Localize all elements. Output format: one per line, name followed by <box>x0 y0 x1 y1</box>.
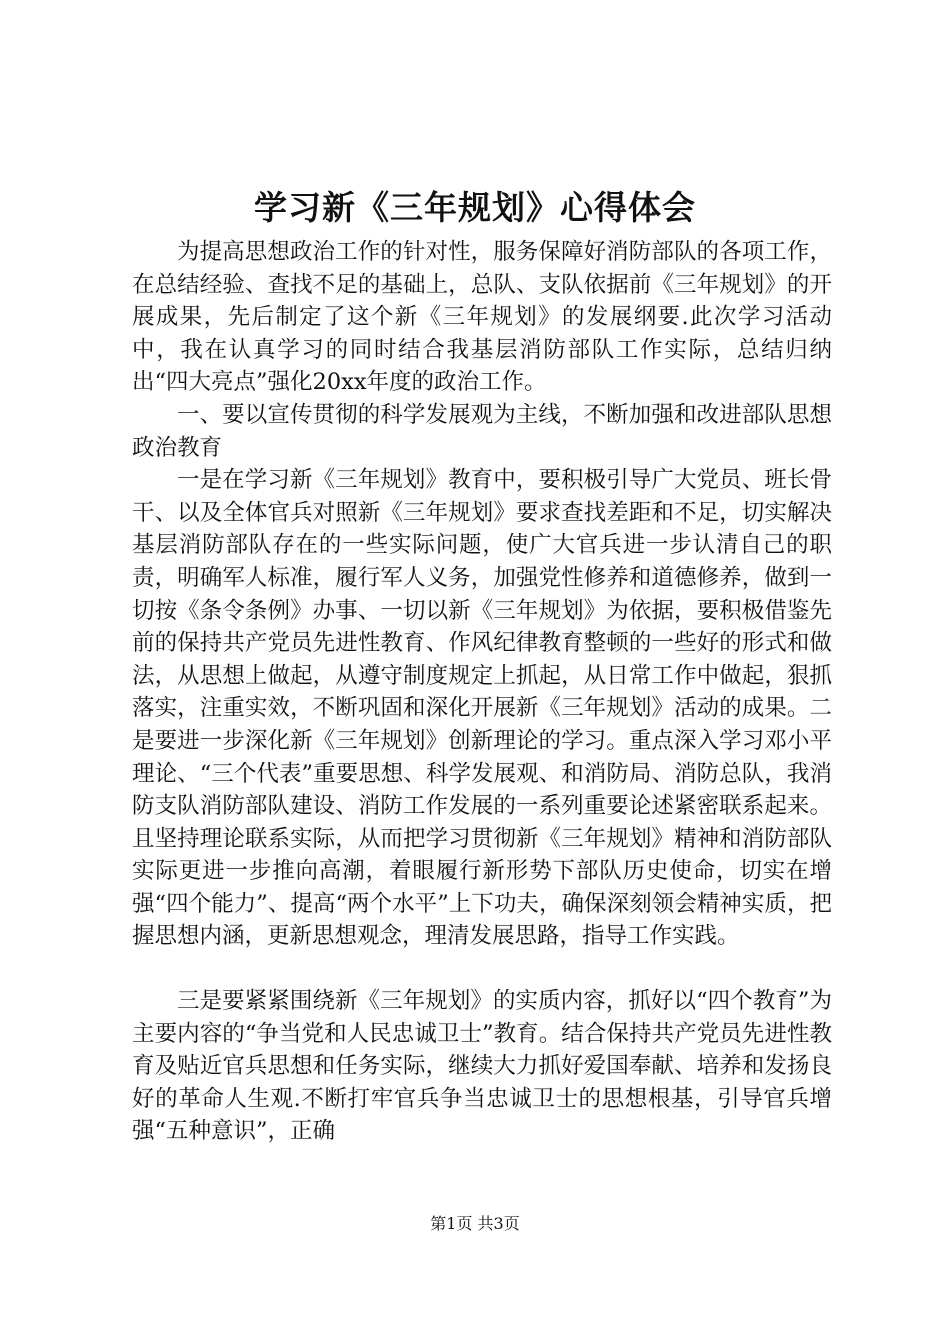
page-number: 第1页 共3页 <box>430 1214 520 1233</box>
paragraph-first-second-points: 一是在学习新《三年规划》教育中，要积极引导广大党员、班长骨干、以及全体官兵对照新《三年规划》要求查找差距和不足，切实解决基层消防部队存在的一些实际问题，使广大官兵进一步认清自己的职责，明确军人标准，履行军人义务，加强党性修养和道德修养，做到一切按《条令条例》办事、一切以新《三年规划》为依据，要积极借鉴先前的保持共产党员先进性教育、作风纪律教育整顿的一些好的形式和做法，从思想上做起，从遵守制度规定上抓起，从日常工作中做起，狠抓落实，注重实效，不断巩固和深化开展新《三年规划》活动的成果。二是要进一步深化新《三年规划》创新理论的学习。重点深入学习邓小平理论、“三个代表”重要思想、科学发展观、和消防局、消防总队，我消防支队消防部队建设、消防工作发展的一系列重要论述紧密联系起来。且坚持理论联系实际，从而把学习贯彻新《三年规划》精神和消防部队实际更进一步推向高潮，着眼履行新形势下部队历史使命，切实在增强“四个能力”、提高“两个水平”上下功夫，确保深刻领会精神实质，把握思想内涵，更新思想观念，理清发展思路，指导工作实践。 <box>132 467 832 950</box>
document-title: 学习新《三年规划》心得体会 <box>254 188 696 227</box>
document-body <box>132 236 832 1148</box>
paragraph-intro: 为提高思想政治工作的针对性，服务保障好消防部队的各项工作，在总结经验、查找不足的基础上，总队、支队依据前《三年规划》的开展成果，先后制定了这个新《三年规划》的发展纲要.此次学习活动中，我在认真学习的同时结合我基层消防部队工作实际，总结归纳出“四大亮点”强化20xx年度的政治工作。 <box>132 239 832 396</box>
paragraph-section-heading: 一、要以宣传贯彻的科学发展观为主线，不断加强和改进部队思想政治教育 <box>132 401 832 461</box>
paragraph-third-point: 三是要紧紧围绕新《三年规划》的实质内容，抓好以“四个教育”为主要内容的“争当党和人民忠诚卫士”教育。结合保持共产党员先进性教育及贴近官兵思想和任务实际，继续大力抓好爱国奉献、培养和发扬良好的革命人生观.不断打牢官兵争当忠诚卫士的思想根基，引导官兵增强“五种意识”，正确 <box>132 988 832 1145</box>
